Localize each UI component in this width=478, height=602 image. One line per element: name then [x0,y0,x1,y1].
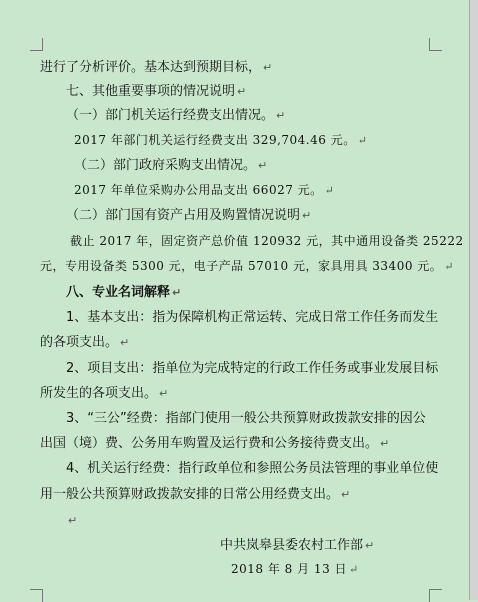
empty-line: ↵ [68,514,78,527]
text-line: 元，专用设备类 5300 元，电子产品 57010 元，家具用具 33400 元。 ↵ [40,259,454,273]
text-line: 3、“三公”经费：指部门使用一般公共预算财政拨款安排的因公 [66,411,426,426]
text-line: 截止 2017 年，固定资产总价值 120932 元，其中通用设备类 25222 [70,234,464,248]
text-line: 的各项支出。 ↵ [40,335,130,350]
subsection-heading: （一）部门机关运行经费支出情况。 ↵ [66,108,286,123]
text-line: 1、基本支出：指为保障机构正常运转、完成日常工作任务而发生 [66,310,439,325]
signature-date: 2018 年 8 月 13 日 ↵ [231,562,359,576]
text-line: 用一般公共预算财政拨款安排的日常公用经费支出。 ↵ [40,487,351,502]
text-line: 所发生的各项支出。 ↵ [40,386,169,401]
section-heading: 八、专业名词解释 ↵ [66,285,182,300]
text-line: 2017 年部门机关运行经费支出 329,704.46 元。 ↵ [74,133,368,147]
text-line: 进行了分析评价。基本达到预期目标， ↵ [40,60,273,75]
subsection-heading: （二）部门政府采购支出情况。 ↵ [74,158,268,173]
text-line: 2、项目支出：指单位为完成特定的行政工作任务或事业发展目标 [66,361,439,376]
text-line: 出国（境）费、公务用车购置及运行费和公务接待费支出。 ↵ [40,436,390,451]
text-line: 4、机关运行经费：指行政单位和参照公务员法管理的事业单位使 [66,461,439,476]
crop-mark-top-right [429,38,442,51]
crop-mark-bottom-left [30,589,43,602]
text-line: 2017 年单位采购办公用品支出 66027 元。 ↵ [74,183,335,197]
signature-organization: 中共岚皋县委农村工作部 ↵ [220,538,375,553]
vertical-scrollbar[interactable] [469,0,478,600]
crop-mark-top-left [30,38,43,51]
section-heading: 七、其他重要事项的情况说明 ↵ [66,84,247,99]
subsection-heading: （二）部门国有资产占用及购置情况说明 ↵ [66,208,312,223]
crop-mark-bottom-right [429,589,442,602]
